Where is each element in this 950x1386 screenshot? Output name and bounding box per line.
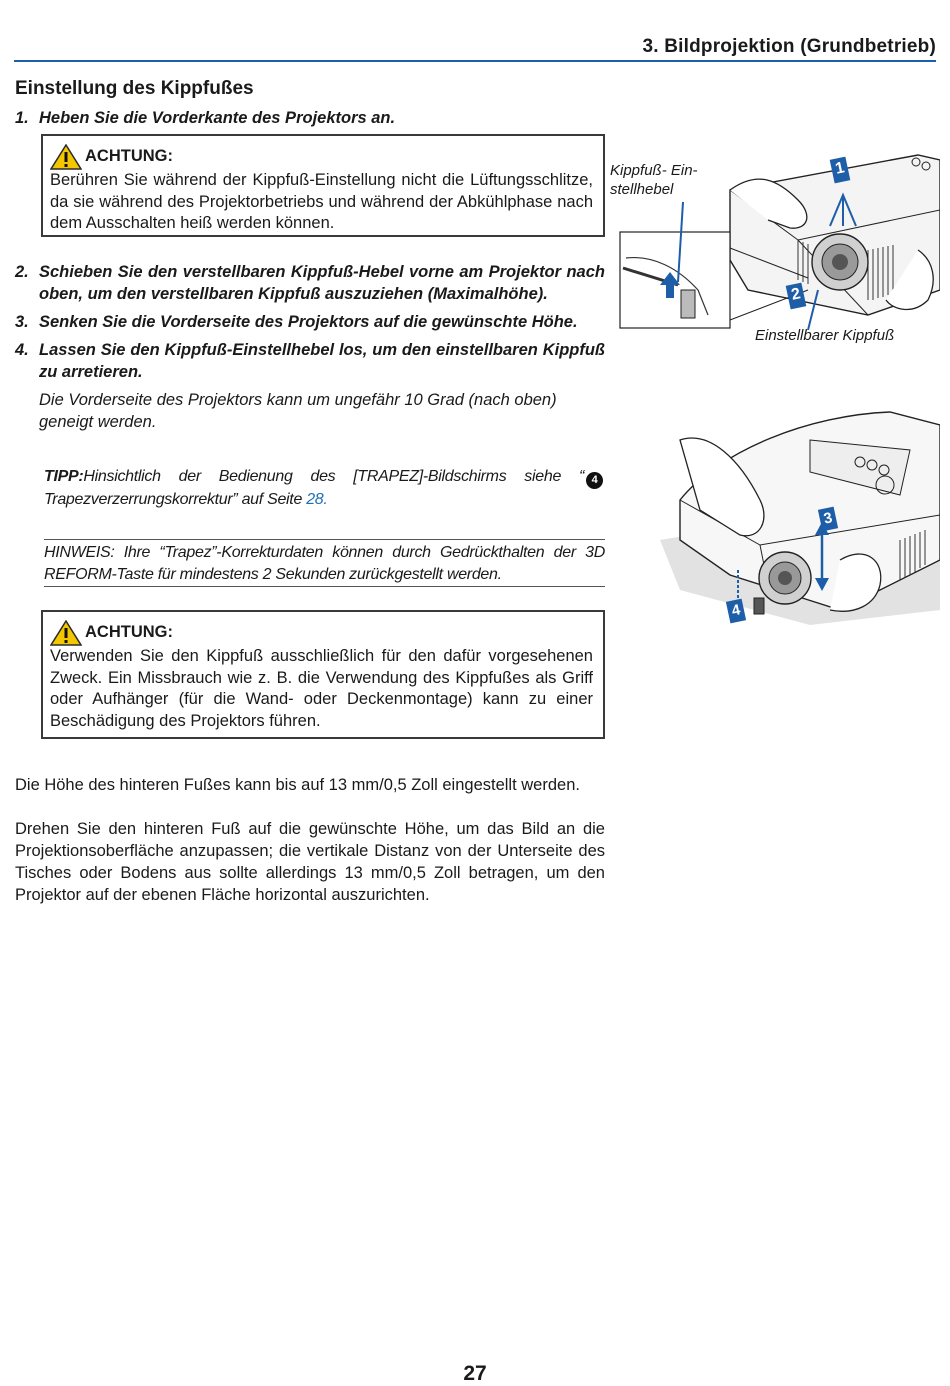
lever-label: Kippfuß- Ein- stellhebel — [610, 162, 698, 198]
rear-foot-paragraph-2: Drehen Sie den hinteren Fuß auf die gewünschte Höhe, um das Bild an die Projektionsoberfläche anzupassen; die vertikale Distanz von der Unterseite des Tisches oder Bodens aus sollte allerdings 13 mm/0,5 Zoll betragen, um den Projektor auf der ebenen Fläche horizontal auszurichten. — [15, 820, 605, 904]
foot-label: Einstellbarer Kippfuß — [755, 327, 895, 344]
caution-box — [41, 610, 605, 739]
badge-number: 1 — [833, 159, 847, 178]
section-title: Einstellung des Kippfußes — [15, 78, 254, 99]
badge-number: 2 — [789, 285, 803, 304]
step-text: Lassen Sie den Kippfuß-Einstellhebel los, um den einstellbaren Kippfuß zu arretieren. — [39, 341, 605, 381]
badge-number: 4 — [730, 601, 742, 620]
caution-text: Berühren Sie während der Kippfuß-Einstellung nicht die Lüftungsschlitze, da sie während des Projektorbetriebs und während der Abkühlphase nach dem Ausschalten heiß werden können. — [50, 171, 593, 232]
caution-heading — [50, 620, 593, 646]
tip-label: TIPP: — [44, 468, 84, 485]
step-4-note: Die Vorderseite des Projektors kann um ungefähr 10 Grad (nach oben) geneigt werden. — [39, 391, 557, 431]
step-2 — [15, 261, 605, 305]
step-number: 4. — [15, 341, 29, 359]
step-text: Senken Sie die Vorderseite des Projektors auf die gewünschte Höhe. — [39, 313, 578, 331]
step-number: 2. — [15, 263, 29, 281]
warning-icon — [50, 620, 82, 646]
step-number: 3. — [15, 313, 29, 331]
caution-heading — [50, 144, 593, 170]
projector-tilt-illustration — [618, 150, 940, 330]
caution-text: Verwenden Sie den Kippfuß ausschließlich für den dafür vorgesehenen Zweck. Ein Missbrauch wie z. B. die Verwendung des Kippfußes als Griff oder Aufhänger (für die Wand- oder Deckenmontage) kann zu einer Beschädigung des Projektors führen. — [50, 647, 593, 730]
caution-label: ACHTUNG: — [85, 623, 173, 642]
page-link[interactable]: 28 — [306, 490, 324, 508]
tip-paragraph — [44, 466, 605, 511]
step-3 — [15, 311, 605, 333]
page-number: 27 — [463, 1362, 487, 1385]
step-text: Schieben Sie den verstellbaren Kippfuß-Hebel vorne am Projektor nach oben, um den verstellbaren Kippfuß auszuziehen (Maximalhöhe). — [39, 263, 605, 303]
projector-lower-illustration — [660, 410, 940, 630]
note-top-rule — [44, 539, 605, 540]
badge-number: 3 — [822, 509, 834, 528]
step-4 — [15, 339, 605, 383]
tip-end: . — [323, 490, 328, 508]
caution-box — [41, 134, 605, 237]
caution-label: ACHTUNG: — [85, 147, 173, 166]
step-1 — [15, 107, 605, 129]
tip-text-before: Hinsichtlich der Bedienung des [TRAPEZ]-Bildschirms siehe “ — [83, 468, 584, 485]
header-rule — [14, 60, 936, 62]
circled-number-icon: 4 — [586, 472, 603, 489]
step-text: Heben Sie die Vorderkante des Projektors an. — [39, 109, 396, 127]
note-bottom-rule — [44, 586, 605, 587]
tip-text-after: Trapezverzerrungskorrektur” auf Seite — [44, 490, 307, 508]
step-number: 1. — [15, 109, 29, 127]
chapter-title: 3. Bildprojektion (Grundbetrieb) — [642, 36, 936, 57]
note-text: HINWEIS: Ihre “Trapez”-Korrekturdaten können durch Gedrückthalten der 3D REFORM-Taste für mindestens 2 Sekunden zurückgestellt werden. — [44, 544, 605, 583]
rear-foot-paragraph-1: Die Höhe des hinteren Fußes kann bis auf 13 mm/0,5 Zoll eingestellt werden. — [15, 776, 580, 794]
warning-icon — [50, 144, 82, 170]
